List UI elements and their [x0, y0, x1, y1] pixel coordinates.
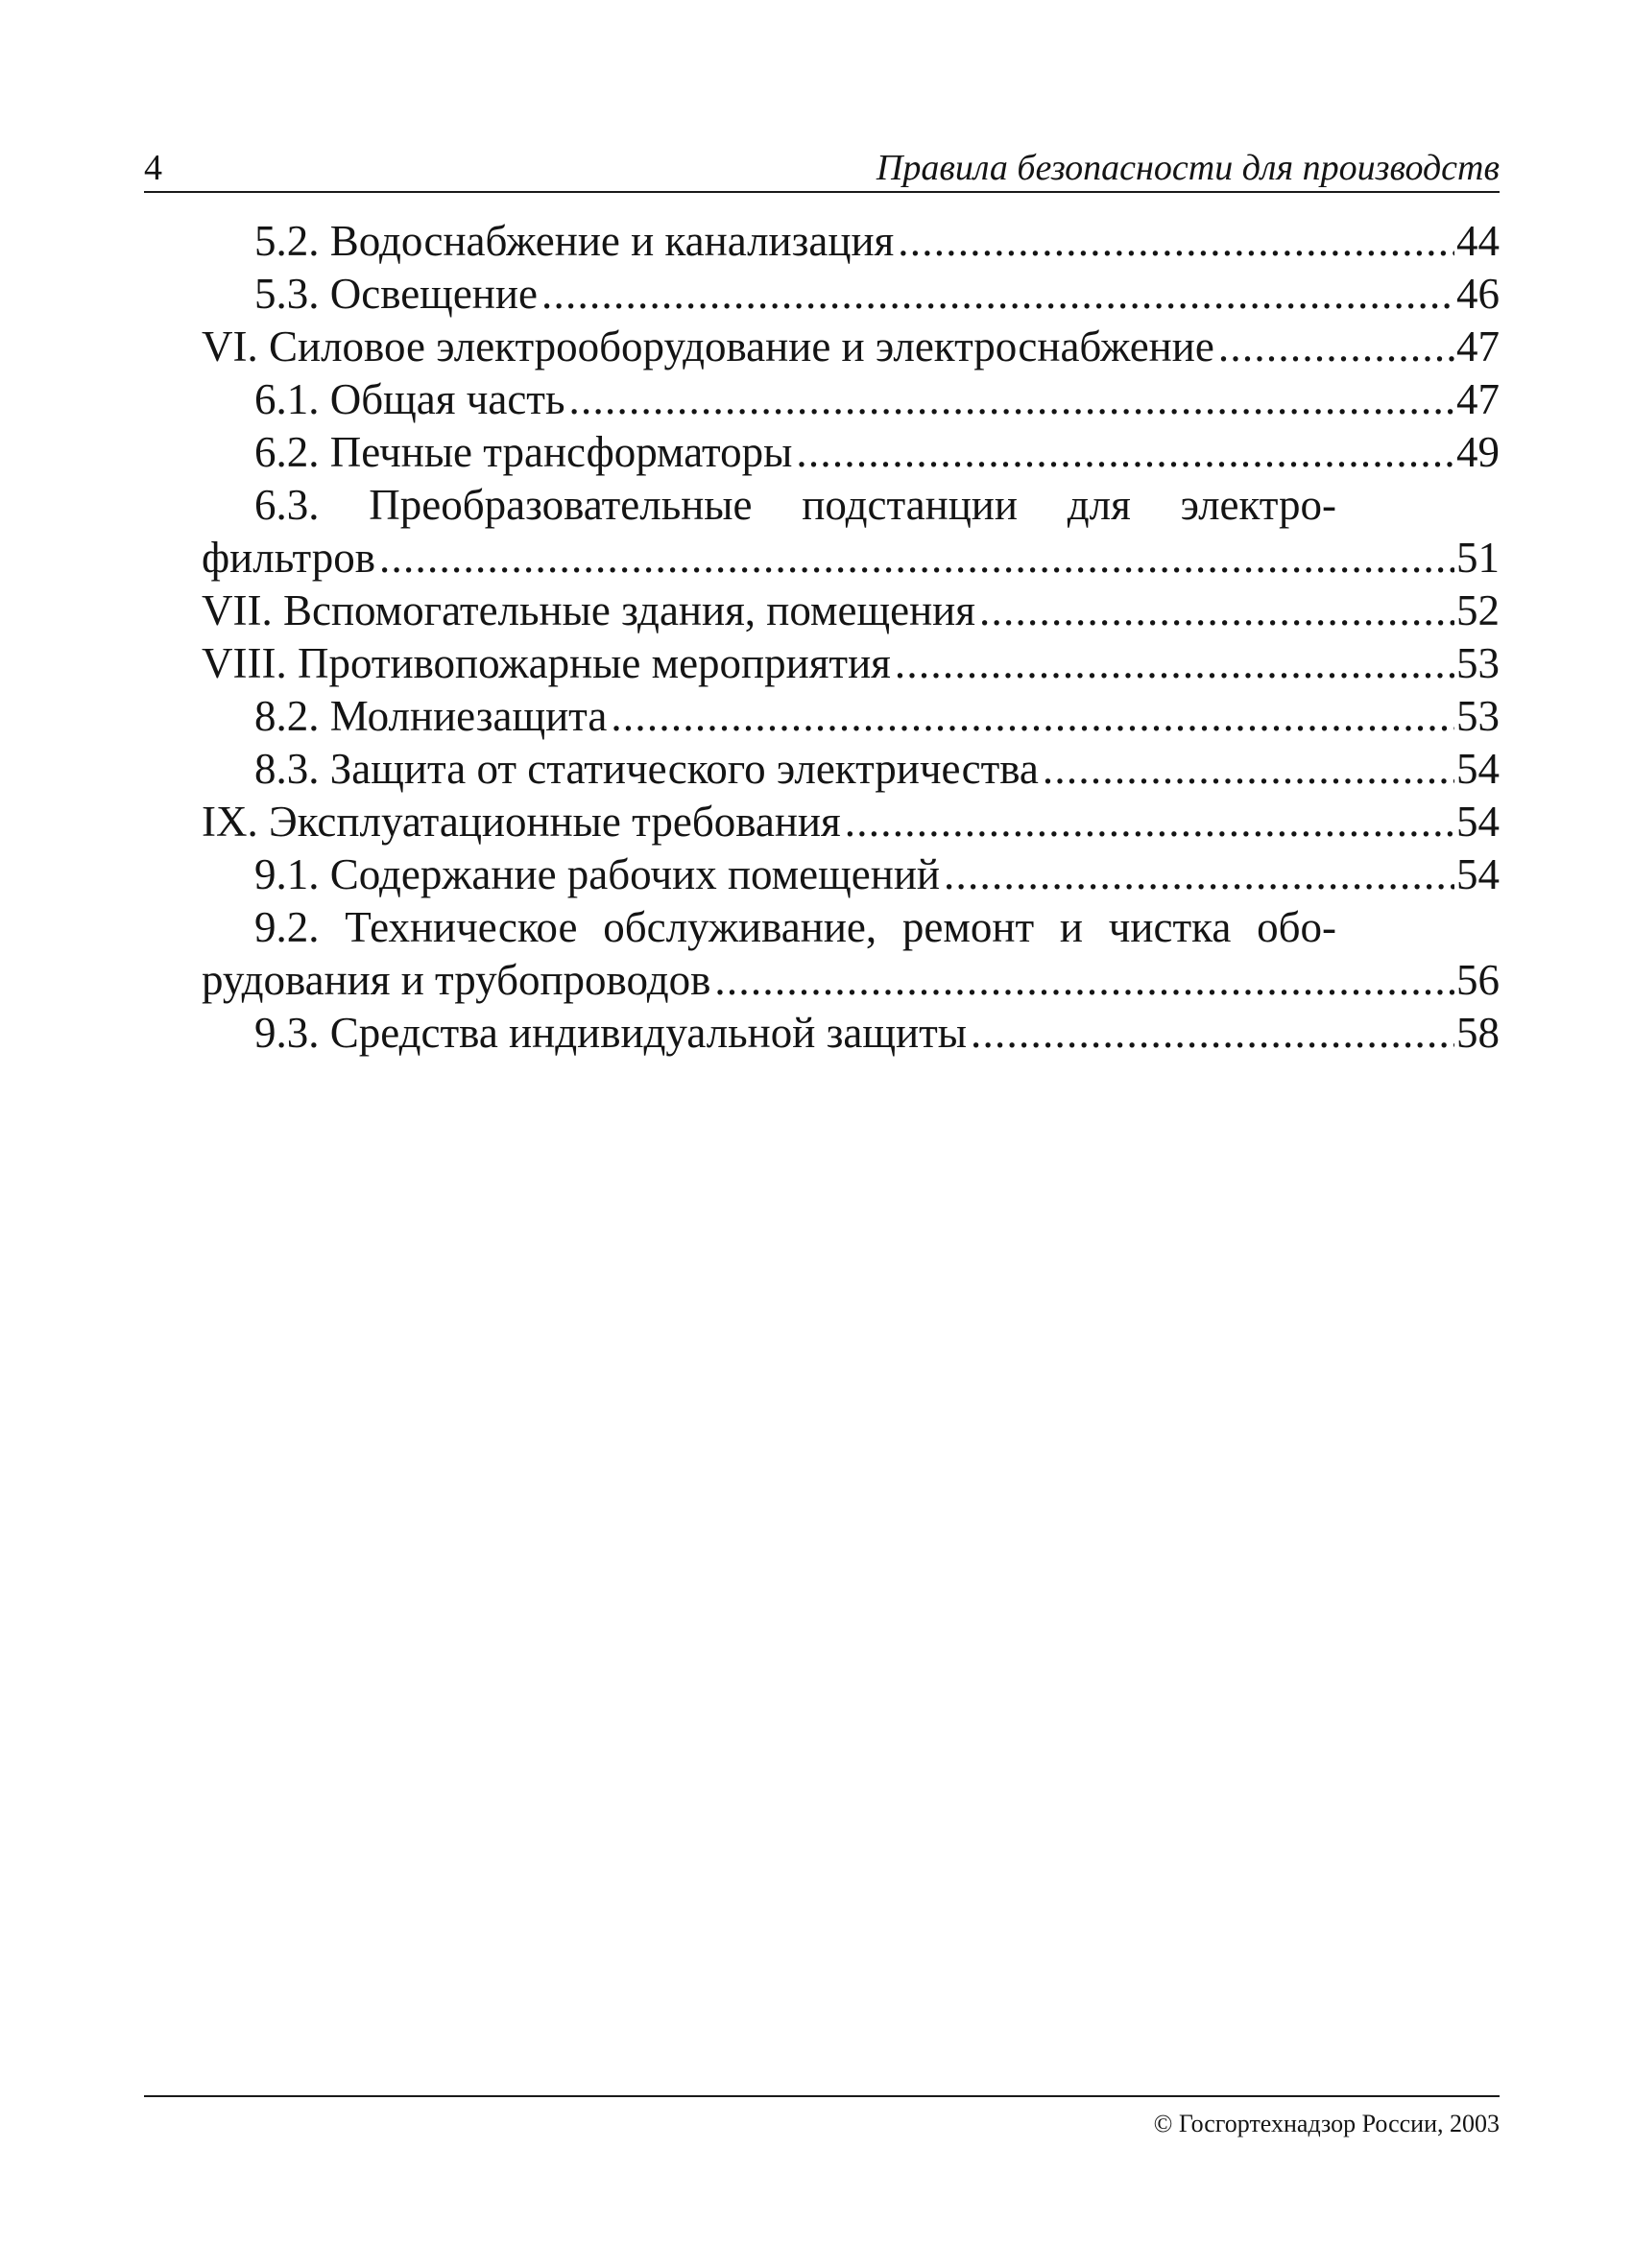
toc-entry-page: 46: [1456, 270, 1500, 318]
toc-leader-dots: [845, 796, 1454, 848]
toc-entry-page: 54: [1456, 850, 1500, 898]
toc-entry-page: 49: [1456, 428, 1500, 476]
toc-entry: [254, 690, 1500, 743]
toc-leader-dots: [895, 637, 1454, 690]
toc-entry-title: 8.2. Молниезащита: [254, 692, 608, 740]
toc-entry-page: 53: [1456, 639, 1500, 687]
toc-leader-dots: [379, 532, 1454, 585]
toc-entry-page: 47: [1456, 375, 1500, 423]
toc-entry-title-continued: фильтров: [202, 534, 375, 582]
toc-entry: [254, 373, 1500, 426]
toc-leader-dots: [796, 426, 1454, 479]
toc-entry-line1: [254, 479, 1336, 532]
toc-leader-dots: [568, 373, 1454, 426]
toc-leader-dots: [1218, 321, 1454, 373]
page-number: 4: [144, 148, 162, 188]
toc-entry: [254, 426, 1500, 479]
toc-entry: [202, 321, 1500, 373]
toc-leader-dots: [714, 954, 1454, 1007]
toc-entry: [254, 268, 1500, 321]
toc-entry: [254, 743, 1500, 796]
toc-entry-title: 6.1. Общая часть: [254, 375, 565, 423]
toc-entry: [202, 796, 1500, 848]
toc-entry-page: 47: [1456, 322, 1500, 370]
toc-entry-title: VIII. Противопожарные мероприятия: [202, 639, 891, 687]
toc-leader-dots: [611, 690, 1454, 743]
toc-entry-page: 52: [1456, 586, 1500, 634]
toc-entry-page: 58: [1456, 1009, 1500, 1057]
toc-leader-dots: [944, 848, 1454, 901]
toc-leader-dots: [541, 268, 1454, 321]
footer-rule: [144, 2095, 1500, 2097]
toc-entry-title: 9.1. Содержание рабочих помещений: [254, 850, 941, 898]
toc-entry-page: 54: [1456, 798, 1500, 846]
toc-entry-line1: [254, 901, 1336, 954]
toc-entry-title: 5.3. Освещение: [254, 270, 538, 318]
toc-leader-dots: [971, 1007, 1454, 1060]
toc-entry-line2: [202, 532, 1500, 585]
toc-entry-page: 56: [1456, 956, 1500, 1004]
toc-leader-dots: [1043, 743, 1454, 796]
toc-entry: [202, 637, 1500, 690]
toc-entry-title: VI. Силовое электрооборудование и электроснабжение: [202, 322, 1214, 370]
running-title: Правила безопасности для производств: [876, 148, 1500, 188]
toc-entry-title: 5.2. Водоснабжение и канализация: [254, 217, 895, 265]
toc-entry: [254, 848, 1500, 901]
toc-leader-dots: [898, 215, 1454, 268]
toc-entry-title: IX. Эксплуатационные требования: [202, 798, 841, 846]
toc-entry-title: 9.3. Средства индивидуальной защиты: [254, 1009, 967, 1057]
toc-leader-dots: [979, 585, 1454, 637]
table-of-contents: [202, 215, 1500, 1060]
toc-entry-title: VII. Вспомогательные здания, помещения: [202, 586, 975, 634]
toc-entry-title-continued: рудования и трубопроводов: [202, 956, 711, 1004]
toc-entry: [254, 1007, 1500, 1060]
toc-entry-page: 53: [1456, 692, 1500, 740]
toc-entry-page: 44: [1456, 217, 1500, 265]
toc-entry-title: 9.2. Техническое обслуживание, ремонт и чистка обо-: [254, 903, 1336, 951]
toc-entry-title: 6.2. Печные трансформаторы: [254, 428, 793, 476]
header-rule: [144, 191, 1500, 193]
footer-copyright: © Госгортехнадзор России, 2003: [1153, 2110, 1500, 2137]
toc-entry: [254, 215, 1500, 268]
toc-entry-page: 51: [1456, 534, 1500, 582]
toc-entry-page: 54: [1456, 745, 1500, 793]
toc-entry-title: 8.3. Защита от статического электричества: [254, 745, 1039, 793]
toc-entry-title: 6.3. Преобразовательные подстанции для электро-: [254, 481, 1336, 529]
toc-entry: [202, 585, 1500, 637]
toc-entry-line2: [202, 954, 1500, 1007]
running-header: [144, 144, 1500, 192]
